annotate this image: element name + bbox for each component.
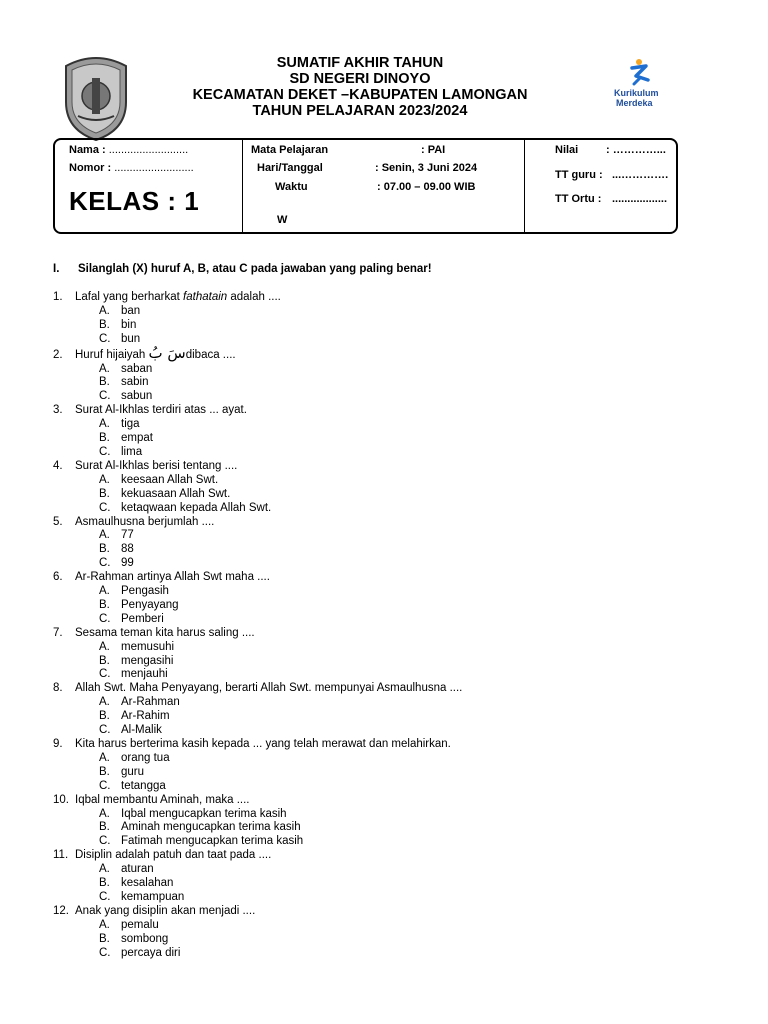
- answer-option[interactable]: [53, 529, 733, 543]
- option-text: bun: [121, 332, 141, 345]
- question-1: [53, 291, 733, 305]
- option-letter: C.: [99, 612, 111, 625]
- option-text: Ar-Rahman: [121, 696, 180, 709]
- answer-option[interactable]: [53, 821, 733, 835]
- option-text: tetangga: [121, 779, 166, 792]
- answer-option[interactable]: [53, 877, 733, 891]
- option-text: sabun: [121, 390, 153, 403]
- kelas-label: KELAS : 1: [69, 186, 200, 216]
- tt-guru-label: TT guru :: [555, 169, 603, 181]
- option-text: kesalahan: [121, 877, 174, 890]
- question-text: Iqbal membantu Aminah, maka ....: [75, 793, 250, 806]
- option-letter: A.: [99, 918, 110, 931]
- question-text: Allah Swt. Maha Penyayang, berarti Allah Swt. mempunyai Asmaulhusna ....: [75, 682, 463, 695]
- nama-label: Nama :: [69, 144, 106, 156]
- merdeka-label: Merdeka: [616, 98, 653, 108]
- option-text: pemalu: [121, 918, 159, 931]
- question-2: [53, 343, 733, 363]
- hari-value: : Senin, 3 Juni 2024: [375, 162, 478, 174]
- option-text: 88: [121, 543, 134, 556]
- header-line-3: KECAMATAN DEKET –KABUPATEN LAMONGAN: [192, 87, 528, 103]
- question-11: [53, 849, 733, 863]
- answer-option[interactable]: [53, 557, 733, 571]
- option-letter: C.: [99, 557, 111, 570]
- nama-blank[interactable]: ..........................: [108, 144, 189, 156]
- question-text: Asmaulhusna berjumlah ....: [75, 515, 215, 528]
- question-text: Lafal yang berharkat: [75, 291, 184, 303]
- option-letter: C.: [99, 890, 111, 903]
- option-text: Pengasih: [121, 585, 169, 598]
- header-line-1: SUMATIF AKHIR TAHUN: [276, 55, 444, 71]
- option-text: Penyayang: [121, 598, 179, 611]
- tt-ortu-blank[interactable]: ..................: [612, 193, 668, 205]
- question-number: 11.: [53, 849, 69, 862]
- answer-option[interactable]: [53, 613, 733, 627]
- answer-option[interactable]: [53, 655, 733, 669]
- option-text: tiga: [121, 418, 140, 431]
- option-letter: C.: [99, 724, 111, 737]
- option-letter: A.: [99, 529, 110, 542]
- answer-option[interactable]: [53, 808, 733, 822]
- question-number: 12.: [53, 904, 69, 917]
- option-letter: C.: [99, 332, 111, 345]
- option-letter: A.: [99, 362, 110, 375]
- option-letter: C.: [99, 501, 111, 514]
- question-10: [53, 794, 733, 808]
- question-text: Sesama teman kita harus saling ....: [75, 626, 255, 639]
- question-8: [53, 682, 733, 696]
- option-letter: B.: [99, 877, 110, 890]
- option-text: Al-Malik: [121, 724, 162, 737]
- waktu-value: : 07.00 – 09.00 WIB: [377, 181, 476, 193]
- option-letter: C.: [99, 946, 111, 959]
- mapel-value: : PAI: [421, 144, 446, 156]
- answer-option[interactable]: [53, 696, 733, 710]
- option-letter: C.: [99, 668, 111, 681]
- answer-option[interactable]: [53, 376, 733, 390]
- option-letter: A.: [99, 585, 110, 598]
- answer-option[interactable]: [53, 363, 733, 377]
- question-9: [53, 738, 733, 752]
- option-text: keesaan Allah Swt.: [121, 473, 219, 486]
- option-text: saban: [121, 362, 153, 375]
- answer-option[interactable]: [53, 891, 733, 905]
- option-letter: A.: [99, 418, 110, 431]
- option-letter: C.: [99, 835, 111, 848]
- nilai-blank[interactable]: : …………...: [606, 144, 666, 156]
- option-letter: B.: [99, 543, 110, 556]
- option-text: kekuasaan Allah Swt.: [121, 487, 231, 500]
- answer-option[interactable]: [53, 599, 733, 613]
- answer-option[interactable]: [53, 752, 733, 766]
- question-number: 6.: [53, 571, 63, 584]
- option-letter: A.: [99, 640, 110, 653]
- nilai-label: Nilai: [555, 144, 579, 156]
- kurikulum-label: Kurikulum: [614, 88, 659, 98]
- question-text: Kita harus berterima kasih kepada ... yang telah merawat dan melahirkan.: [75, 738, 451, 750]
- section-number: I.: [53, 263, 60, 275]
- option-letter: B.: [99, 932, 110, 945]
- answer-option[interactable]: [53, 947, 733, 961]
- answer-option[interactable]: [53, 585, 733, 599]
- option-text: Ar-Rahim: [121, 710, 170, 723]
- option-text: menjauhi: [121, 668, 168, 681]
- option-text: guru: [121, 765, 145, 778]
- option-text: 77: [121, 529, 134, 542]
- option-text: Iqbal mengucapkan terima kasih: [121, 807, 287, 820]
- option-text: sombong: [121, 932, 169, 945]
- option-text: Pemberi: [121, 612, 164, 625]
- question-text: adalah ....: [227, 291, 281, 303]
- option-letter: B.: [99, 710, 110, 723]
- option-letter: B.: [99, 598, 110, 611]
- answer-option[interactable]: [53, 418, 733, 432]
- answer-option[interactable]: [53, 710, 733, 724]
- option-letter: C.: [99, 445, 111, 458]
- option-text: orang tua: [121, 751, 170, 764]
- w-label: W: [277, 214, 288, 226]
- option-text: kemampuan: [121, 890, 185, 903]
- option-letter: C.: [99, 779, 111, 792]
- nomor-blank[interactable]: ..........................: [114, 162, 194, 174]
- option-letter: A.: [99, 751, 110, 764]
- answer-option[interactable]: [53, 432, 733, 446]
- question-5: [53, 516, 733, 530]
- question-3: [53, 404, 733, 418]
- answer-option[interactable]: [53, 641, 733, 655]
- answer-option[interactable]: [53, 502, 733, 516]
- question-number: 7.: [53, 626, 63, 639]
- option-text: percaya diri: [121, 946, 181, 959]
- answer-option[interactable]: [53, 488, 733, 502]
- option-letter: A.: [99, 696, 110, 709]
- nomor-label: Nomor :: [69, 162, 112, 174]
- question-text: fathatain: [183, 291, 228, 303]
- option-letter: A.: [99, 304, 110, 317]
- option-text: 99: [121, 557, 134, 570]
- instruction-text: Silanglah (X) huruf A, B, atau C pada jawaban yang paling benar!: [78, 263, 432, 275]
- question-text: dibaca ....: [185, 348, 236, 361]
- option-text: lima: [121, 445, 143, 458]
- option-text: bin: [121, 318, 137, 331]
- option-letter: B.: [99, 765, 110, 778]
- student-info-box: [53, 138, 678, 234]
- option-letter: B.: [99, 487, 110, 500]
- question-text: Surat Al-Ikhlas berisi tentang ....: [75, 459, 238, 472]
- question-number: 4.: [53, 459, 63, 472]
- answer-option[interactable]: [53, 766, 733, 780]
- kurikulum-merdeka-logo: [610, 58, 670, 108]
- option-letter: A.: [99, 807, 110, 820]
- answer-option[interactable]: [53, 919, 733, 933]
- option-letter: B.: [99, 432, 110, 445]
- question-number: 10.: [53, 793, 69, 806]
- option-text: ban: [121, 304, 141, 317]
- answer-option[interactable]: [53, 668, 733, 682]
- instruction: [53, 263, 432, 275]
- option-letter: A.: [99, 863, 110, 876]
- answer-option[interactable]: [53, 319, 733, 333]
- nomor-field[interactable]: [69, 162, 194, 174]
- question-list: [53, 291, 733, 961]
- tt-ortu-label: TT Ortu :: [555, 193, 602, 205]
- option-text: Fatimah mengucapkan terima kasih: [121, 835, 304, 848]
- question-number: 9.: [53, 738, 63, 750]
- question-text: Huruf hijaiyah: [75, 348, 149, 361]
- answer-option[interactable]: [53, 780, 733, 794]
- option-letter: B.: [99, 654, 110, 667]
- kurikulum-merdeka-icon: [622, 58, 662, 88]
- mapel-label: Mata Pelajaran: [251, 144, 329, 156]
- option-text: memusuhi: [121, 640, 175, 653]
- question-number: 1.: [53, 291, 63, 303]
- option-letter: B.: [99, 318, 110, 331]
- hari-label: Hari/Tanggal: [257, 162, 323, 174]
- question-6: [53, 571, 733, 585]
- option-letter: A.: [99, 473, 110, 486]
- answer-option[interactable]: [53, 474, 733, 488]
- option-text: Aminah mengucapkan terima kasih: [121, 821, 301, 834]
- answer-option[interactable]: [53, 863, 733, 877]
- nama-field[interactable]: [69, 144, 188, 156]
- divider: [524, 140, 525, 232]
- tt-guru-blank[interactable]: ...………….: [612, 169, 669, 181]
- question-number: 3.: [53, 404, 63, 417]
- arabic-text: سَ بُ: [148, 343, 186, 362]
- answer-option[interactable]: [53, 446, 733, 460]
- question-text: Anak yang disiplin akan menjadi ....: [75, 904, 256, 917]
- answer-option[interactable]: [53, 724, 733, 738]
- question-number: 2.: [53, 348, 63, 361]
- answer-option[interactable]: [53, 390, 733, 404]
- answer-option[interactable]: [53, 835, 733, 849]
- header-line-4: TAHUN PELAJARAN 2023/2024: [252, 103, 468, 119]
- district-emblem-icon: [62, 52, 130, 142]
- divider: [242, 140, 243, 232]
- answer-option[interactable]: [53, 305, 733, 319]
- option-text: mengasihi: [121, 654, 174, 667]
- question-4: [53, 460, 733, 474]
- option-text: ketaqwaan kepada Allah Swt.: [121, 501, 272, 514]
- question-12: [53, 905, 733, 919]
- option-text: empat: [121, 432, 153, 445]
- answer-option[interactable]: [53, 933, 733, 947]
- question-text: Ar-Rahman artinya Allah Swt maha ....: [75, 571, 270, 584]
- question-number: 8.: [53, 682, 63, 695]
- option-letter: C.: [99, 390, 111, 403]
- option-letter: B.: [99, 821, 110, 834]
- answer-option[interactable]: [53, 543, 733, 557]
- header-line-2: SD NEGERI DINOYO: [289, 71, 431, 87]
- option-text: sabin: [121, 376, 149, 389]
- option-text: aturan: [121, 863, 154, 876]
- question-number: 5.: [53, 515, 63, 528]
- question-7: [53, 627, 733, 641]
- waktu-label: Waktu: [275, 181, 308, 193]
- document-header: [150, 55, 570, 119]
- question-text: Surat Al-Ikhlas terdiri atas ... ayat.: [75, 404, 247, 417]
- option-letter: B.: [99, 376, 110, 389]
- question-text: Disiplin adalah patuh dan taat pada ....: [75, 849, 272, 862]
